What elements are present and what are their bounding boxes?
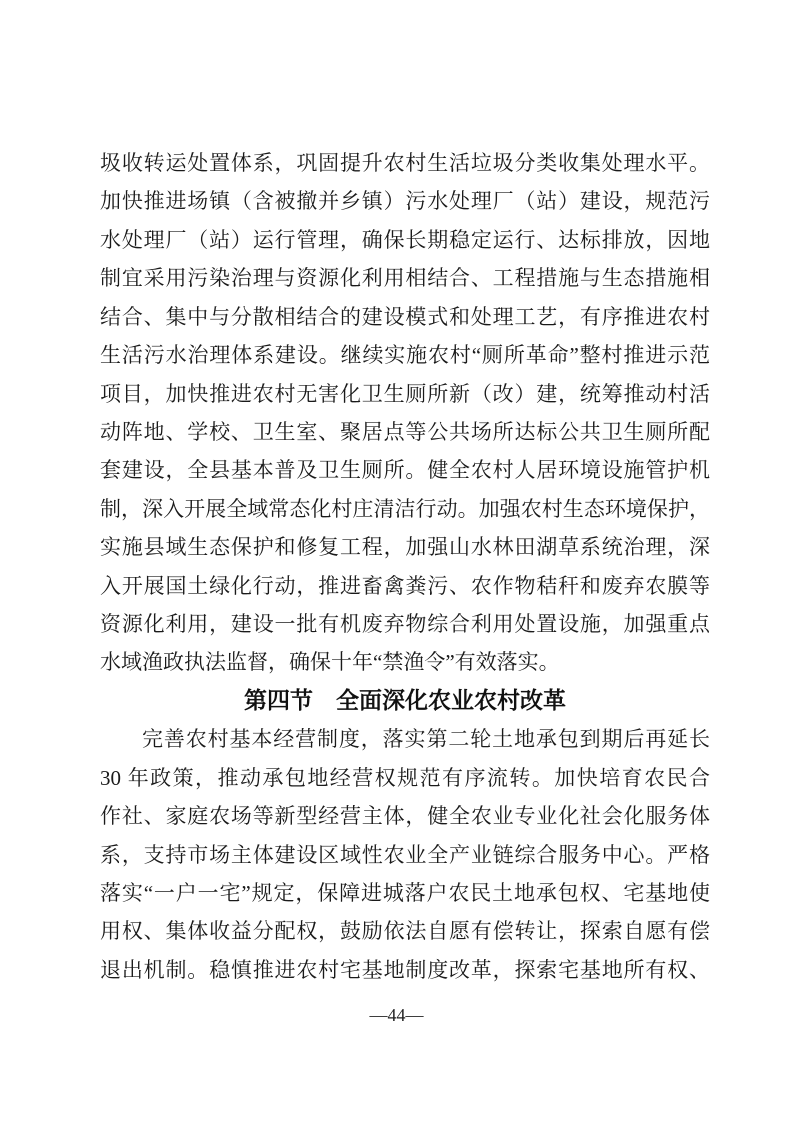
body-line: 实施县域生态保护和修复工程，加强山水林田湖草系统治理，深 (100, 535, 710, 560)
section-heading: 第四节 全面深化农业农村改革 (244, 687, 566, 713)
body-line: 入开展国土绿化行动，推进畜禽粪污、农作物秸秆和废弃农膜等 (100, 573, 710, 598)
page-number: —44— (369, 1005, 424, 1025)
body-line: 结合、集中与分散相结合的建设模式和处理工艺，有序推进农村 (100, 304, 710, 329)
body-line: 水处理厂（站）运行管理，确保长期稳定运行、达标排放，因地 (100, 227, 710, 252)
body-line: 作社、家庭农场等新型经营主体，健全农业专业化社会化服务体 (100, 804, 710, 829)
body-line: 水域渔政执法监督，确保十年“禁渔令”有效落实。 (100, 650, 560, 675)
body-line: 制，深入开展全域常态化村庄清洁行动。加强农村生态环境保护， (100, 496, 710, 521)
body-line: 生活污水治理体系建设。继续实施农村“厕所革命”整村推进示范 (100, 343, 710, 368)
body-line: 用权、集体收益分配权，鼓励依法自愿有偿转让，探索自愿有偿 (100, 919, 710, 944)
body-line: 30 年政策，推动承包地经营权规范有序流转。加快培育农民合 (100, 765, 710, 790)
body-line: 套建设，全县基本普及卫生厕所。健全农村人居环境设施管护机 (100, 458, 710, 483)
body-line: 圾收转运处置体系，巩固提升农村生活垃圾分类收集处理水平。 (100, 151, 710, 175)
body-line: 系，支持市场主体建设区域性农业全产业链综合服务中心。严格 (100, 842, 710, 867)
body-line: 完善农村基本经营制度，落实第二轮土地承包到期后再延长 (142, 727, 710, 752)
body-line: 落实“一户一宅”规定，保障进城落户农民土地承包权、宅基地使 (100, 881, 710, 906)
body-line: 项目，加快推进农村无害化卫生厕所新（改）建，统筹推动村活 (100, 381, 710, 406)
body-line: 制宜采用污染治理与资源化利用相结合、工程措施与生态措施相 (100, 266, 710, 291)
body-line: 退出机制。稳慎推进农村宅基地制度改革，探索宅基地所有权、 (100, 957, 710, 982)
body-line: 动阵地、学校、卫生室、聚居点等公共场所达标公共卫生厕所配 (100, 419, 710, 444)
body-text-block (100, 144, 710, 989)
body-line: 资源化利用，建设一批有机废弃物综合利用处置设施，加强重点 (100, 612, 710, 637)
body-line: 加快推进场镇（含被撤并乡镇）污水处理厂（站）建设，规范污 (100, 189, 710, 214)
